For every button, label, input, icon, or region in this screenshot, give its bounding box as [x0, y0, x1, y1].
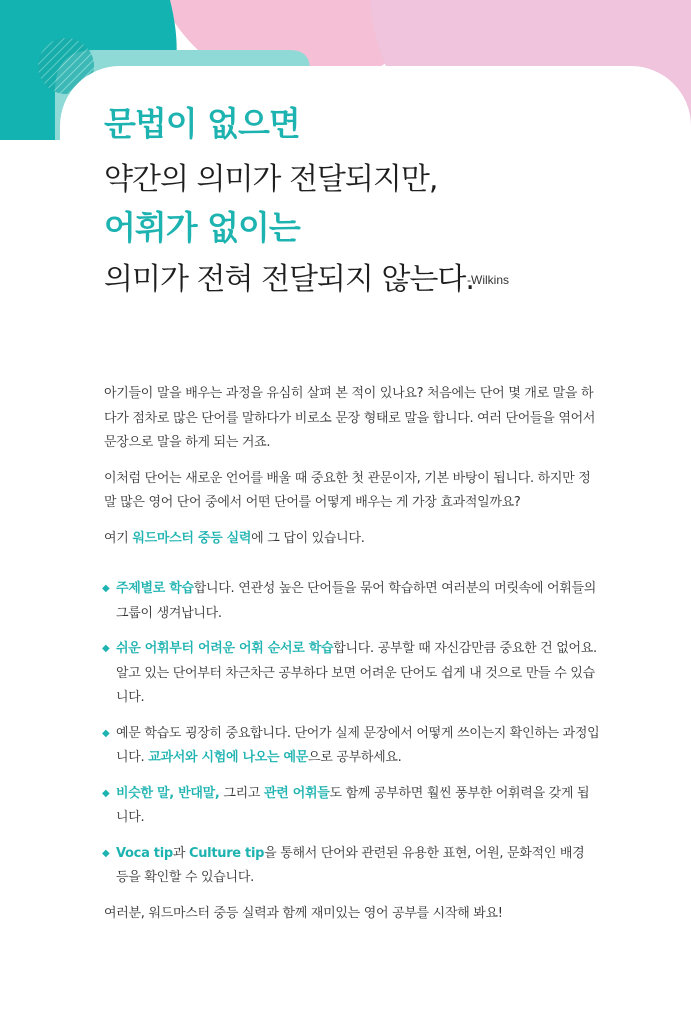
list-item [104, 722, 600, 771]
bullet-5-text: 을 통해서 단어와 관련된 유용한 표현, 어원, 문화적인 배경 등을 확인할 수 있습니다. [116, 845, 585, 885]
quote-line-3: 어휘가 없이는 [104, 208, 300, 247]
book-title-highlight: 워드마스터 중등 실력 [132, 530, 252, 546]
diamond-bullet-icon: ◆ [102, 847, 110, 859]
intro-paragraph-2: 이처럼 단어는 새로운 언어를 배울 때 중요한 첫 관문이자, 기본 바탕이 됩니다. 하지만 정말 많은 영어 단어 중에서 어떤 단어를 어떻게 배우는 게 가장 효과적일까요? [104, 470, 591, 510]
quote-attribution: -Wilkins [467, 273, 509, 287]
intro-paragraph-1: 아기들이 말을 배우는 과정을 유심히 살펴 본 적이 있나요? 처음에는 단어 몇 개로 말을 하다가 점차로 많은 단어를 말하다가 비로소 문장 형태로 말을 합니다. 여러 단어들을 엮어서 문장으로 말을 하게 되는 거죠. [104, 386, 596, 450]
list-item [104, 842, 600, 891]
diamond-bullet-icon: ◆ [102, 643, 110, 654]
feature-list [104, 577, 600, 891]
intro-paragraph-3 [104, 527, 600, 552]
bullet-2-highlight: 쉬운 어휘부터 어려운 어휘 순서로 학습 [116, 641, 334, 656]
bullet-4-mid: 그리고 [219, 785, 264, 801]
bullet-5-highlight-1: Voca tip [116, 845, 173, 861]
intro-p3-pre: 여기 [104, 530, 133, 546]
closing-paragraph: 여러분, 워드마스터 중등 실력과 함께 재미있는 영어 공부를 시작해 봐요! [104, 905, 503, 921]
bullet-3-highlight: 교과서와 시험에 나오는 예문 [148, 750, 308, 765]
quote-line-4: 의미가 전혀 전달되지 않는다. [104, 262, 474, 297]
list-item [104, 637, 600, 711]
bullet-1-highlight: 주제별로 학습 [116, 581, 194, 596]
bullet-4-highlight-2: 관련 어휘들 [264, 785, 330, 801]
diamond-bullet-icon: ◆ [102, 787, 110, 799]
diamond-bullet-icon: ◆ [102, 583, 110, 594]
quote-line-1: 문법이 없으면 [104, 104, 300, 143]
bullet-1-text: 합니다. 연관성 높은 단어들을 묶어 학습하면 여러분의 머릿속에 어휘들의 그룹이 생겨납니다. [116, 581, 597, 621]
intro-p3-post: 에 그 답이 있습니다. [251, 530, 365, 546]
quote-line-2: 약간의 의미가 전달되지만, [104, 162, 438, 197]
bullet-5-highlight-2: Culture tip [188, 845, 265, 861]
bullet-4-text: 도 함께 공부하면 훨씬 풍부한 어휘력을 갖게 됩니다. [116, 785, 590, 825]
list-item [104, 577, 600, 626]
diamond-bullet-icon: ◆ [102, 727, 110, 739]
bullet-3-post: 으로 공부하세요. [307, 750, 402, 765]
body-text [104, 382, 600, 937]
bullet-4-highlight-1: 비슷한 말, 반대말, [116, 785, 220, 801]
bullet-5-mid: 과 [172, 845, 189, 861]
bullet-3-text: 예문 학습도 굉장히 중요합니다. 단어가 실제 문장에서 어떻게 쓰이는지 확인하는 과정입니다. [116, 725, 600, 765]
list-item [104, 782, 600, 831]
bullet-2-text: 합니다. 공부할 때 자신감만큼 중요한 건 없어요. 알고 있는 단어부터 차근차근 공부하다 보면 어려운 단어도 쉽게 내 것으로 만들 수 있습니다. [116, 641, 597, 705]
